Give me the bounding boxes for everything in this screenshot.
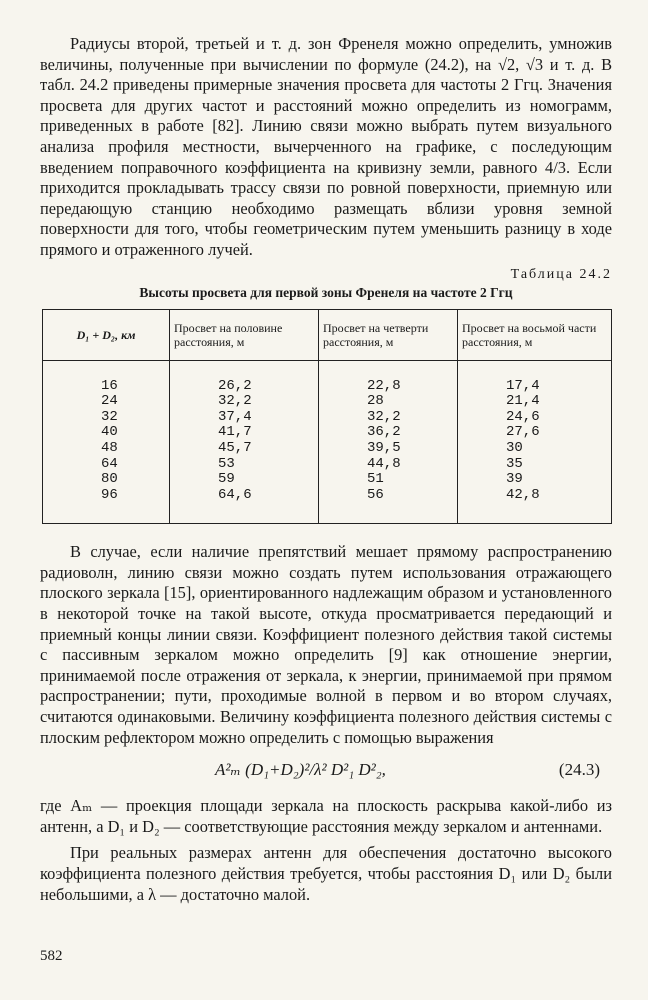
formula-24-3 [40,760,612,784]
cell-half: 64,6 [170,488,319,524]
formula-expression: A²ₘ (D₁+D₂)²/λ² D²₁ D²₂, [215,760,386,780]
cell-quarter: 32,2 [319,410,458,426]
header-distance: D₁ + D₂, км [43,309,170,360]
table-row [43,394,612,410]
cell-eighth: 30 [458,441,612,457]
cell-distance: 40 [43,425,170,441]
cell-distance: 48 [43,441,170,457]
cell-quarter: 36,2 [319,425,458,441]
cell-half: 45,7 [170,441,319,457]
page-body [40,34,612,905]
cell-distance: 80 [43,472,170,488]
cell-half: 53 [170,457,319,473]
table-header-row [43,309,612,360]
paragraph-intro: Радиусы второй, третьей и т. д. зон Френеля можно определить, умножив величины, полученные при вычислении по формуле (24.2), на √2, √3 и т. д. В табл. 24.2 приведены примерные значения просвета для частоты 2 Ггц. Значения просвета для других частот и расстояний можно определить из номограмм, приведенных в работе [82]. Линию связи можно выбрать путем визуального анализа профиля местности, вычерченного на графике, с последующим введением поправочного коэффициента на кривизну земли, равного 4/3. Если приходится прокладывать трассу связи по ровной поверхности, приемную или передающую станцию необходимо размещать вблизи уровня земной поверхности для того, чтобы геометрическим путем уменьшить разницу в ходе прямого и отраженного лучей. [40,34,612,259]
page-number: 582 [40,948,63,964]
header-half: Просвет на половине расстояния, м [170,309,319,360]
formula-number: (24.3) [558,760,600,780]
cell-quarter: 56 [319,488,458,524]
cell-half: 26,2 [170,360,319,394]
cell-eighth: 24,6 [458,410,612,426]
cell-distance: 32 [43,410,170,426]
table-row [43,360,612,394]
table-row [43,425,612,441]
cell-distance: 16 [43,360,170,394]
cell-half: 59 [170,472,319,488]
cell-eighth: 42,8 [458,488,612,524]
paragraph-definitions: где Aₘ — проекция площади зеркала на плоскость раскрыва какой-либо из антенн, а D₁ и D₂ — соответствующие расстояния между зеркалом и антеннами. [40,796,612,836]
cell-eighth: 27,6 [458,425,612,441]
header-eighth: Просвет на восьмой части расстояния, м [458,309,612,360]
cell-quarter: 39,5 [319,441,458,457]
cell-half: 32,2 [170,394,319,410]
cell-distance: 24 [43,394,170,410]
cell-quarter: 22,8 [319,360,458,394]
cell-quarter: 51 [319,472,458,488]
cell-eighth: 17,4 [458,360,612,394]
table-row [43,488,612,524]
cell-half: 37,4 [170,410,319,426]
cell-quarter: 28 [319,394,458,410]
cell-quarter: 44,8 [319,457,458,473]
table-title: Высоты просвета для первой зоны Френеля на частоте 2 Ггц [139,284,513,300]
cell-distance: 64 [43,457,170,473]
paragraph-mirror: В случае, если наличие препятствий мешает прямому распространению радиоволн, линию связи можно создать путем использования отражающего плоского зеркала [15], ориентированного надлежащим образом и установленного в некоторой точке на такой высоте, откуда просматривается передающий и приемный концы линии связи. Коэффициент полезного действия такой системы с пассивным зеркалом можно определить [9] как отношение энергии, принимаемой после отражения от зеркала, к энергии, принимаемой при прямом распространении; пути, проходимые волной в первом и во втором случаях, считаются одинаковыми. Величину коэффициента полезного действия системы с плоским рефлектором можно определить с помощью выражения [40,542,612,747]
cell-eighth: 39 [458,472,612,488]
cell-distance: 96 [43,488,170,524]
table-caption: Таблица 24.2 [510,266,612,282]
cell-half: 41,7 [170,425,319,441]
fresnel-clearance-table [42,309,612,525]
table-row [43,457,612,473]
table-row [43,441,612,457]
cell-eighth: 35 [458,457,612,473]
table-row [43,472,612,488]
table-row [43,410,612,426]
header-quarter: Просвет на четверти расстояния, м [319,309,458,360]
cell-eighth: 21,4 [458,394,612,410]
paragraph-conclusion: При реальных размерах антенн для обеспечения достаточно высокого коэффициента полезного действия требуется, чтобы расстояния D₁ или D₂ были небольшими, а λ — достаточно малой. [40,843,612,904]
